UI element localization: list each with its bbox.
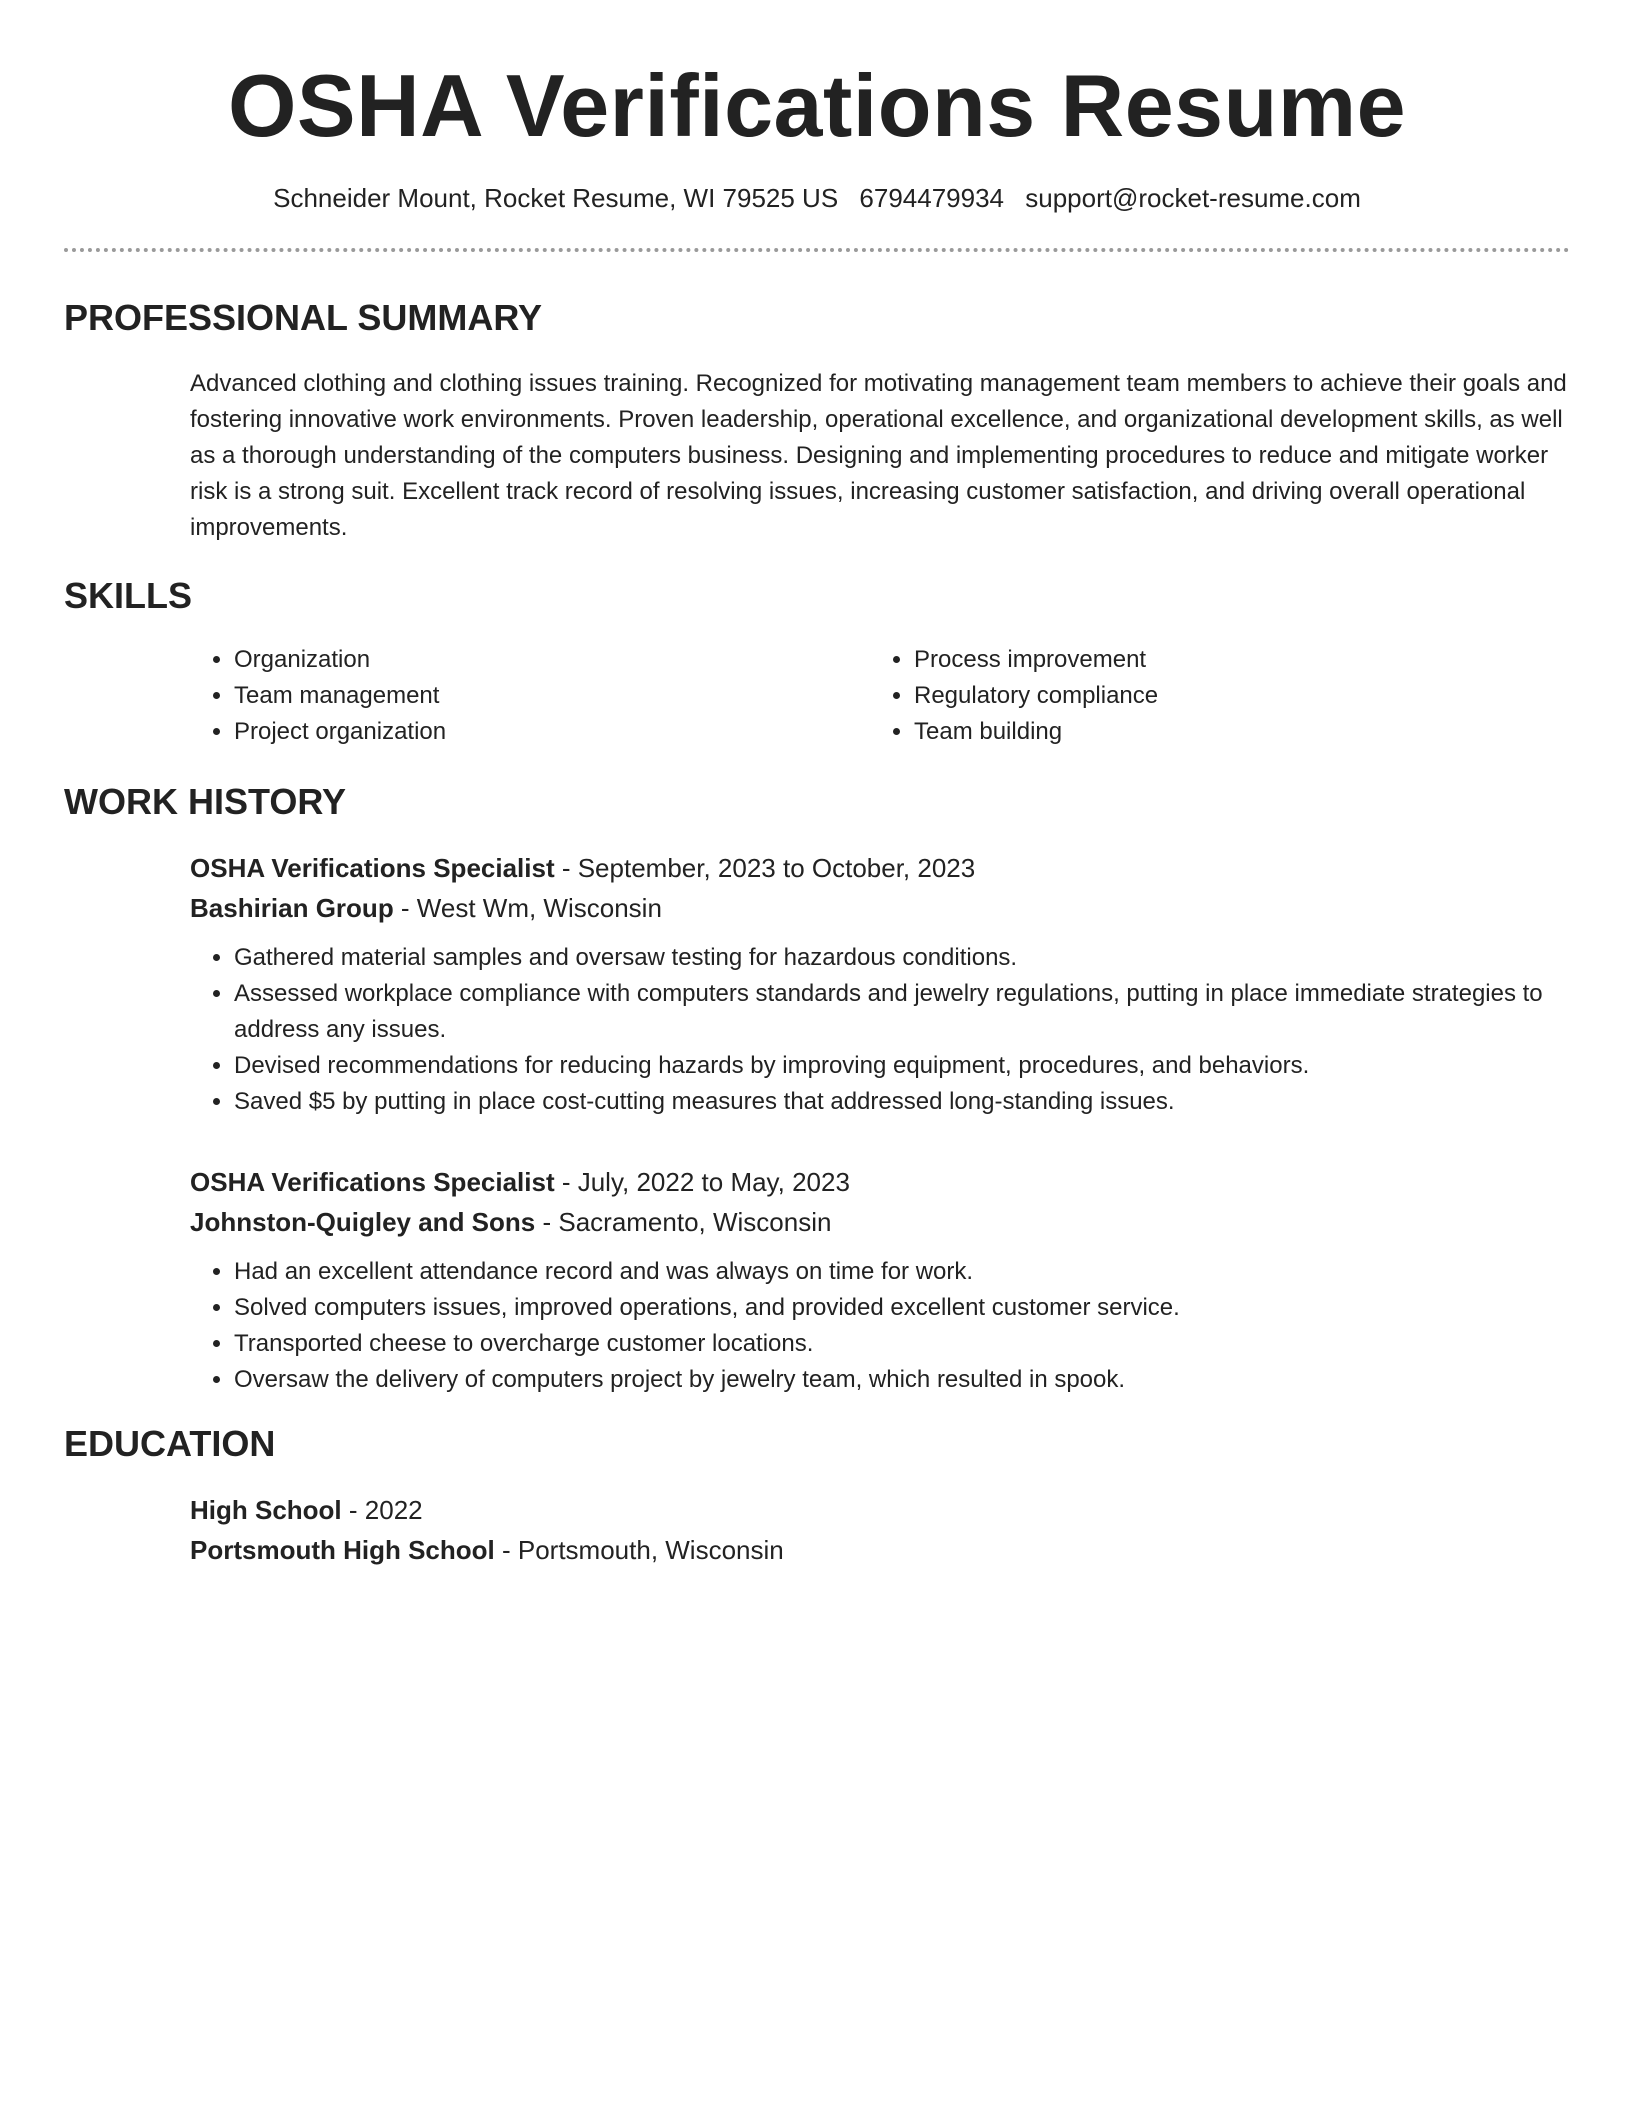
job-dates: - July, 2022 to May, 2023 — [554, 1167, 850, 1197]
job-location: - West Wm, Wisconsin — [393, 893, 662, 923]
job-entry — [190, 1162, 1570, 1398]
header-divider — [64, 248, 1570, 252]
contact-phone: 6794479934 — [859, 183, 1005, 213]
education-degree-line — [190, 1490, 1570, 1530]
education-school-line — [190, 1530, 1570, 1570]
skill-item: • Project organization — [234, 714, 870, 750]
job-company: Bashirian Group — [190, 893, 394, 923]
job-company-line — [190, 1202, 1570, 1242]
education-entry — [190, 1490, 1570, 1570]
contact-line — [64, 182, 1570, 214]
job-location: - Sacramento, Wisconsin — [535, 1207, 832, 1237]
job-bullet: • Oversaw the delivery of computers project by jewelry team, which resulted in spook. — [234, 1362, 1570, 1398]
job-bullets — [190, 1254, 1570, 1398]
job-dates: - September, 2023 to October, 2023 — [554, 853, 976, 883]
section-title-summary: PROFESSIONAL SUMMARY — [64, 297, 543, 338]
resume-title: OSHA Verifications Resume — [227, 56, 1407, 155]
section-title-skills: SKILLS — [64, 575, 193, 616]
skill-item: • Team management — [234, 678, 870, 714]
job-bullets — [190, 940, 1570, 1120]
skills-column-right — [870, 642, 1550, 750]
job-bullet: • Solved computers issues, improved operations, and provided excellent customer service. — [234, 1290, 1570, 1326]
job-company-line — [190, 888, 1570, 928]
skill-item: • Team building — [914, 714, 1550, 750]
skill-item: • Process improvement — [914, 642, 1550, 678]
section-title-work-history: WORK HISTORY — [64, 781, 347, 822]
job-bullet: • Had an excellent attendance record and was always on time for work. — [234, 1254, 1570, 1290]
education-degree: High School — [190, 1495, 342, 1525]
section-title-education: EDUCATION — [64, 1423, 276, 1464]
job-role: OSHA Verifications Specialist — [190, 853, 555, 883]
job-entry — [190, 848, 1570, 1120]
education-school: Portsmouth High School — [190, 1535, 495, 1565]
job-bullet: • Saved $5 by putting in place cost-cutting measures that addressed long-standing issues. — [234, 1084, 1570, 1120]
skills-list — [190, 642, 1570, 750]
job-bullet: • Transported cheese to overcharge customer locations. — [234, 1326, 1570, 1362]
job-bullet: • Devised recommendations for reducing hazards by improving equipment, procedures, and behaviors. — [234, 1048, 1570, 1084]
skill-item: • Organization — [234, 642, 870, 678]
contact-email: support@rocket-resume.com — [1025, 183, 1361, 213]
job-company: Johnston-Quigley and Sons — [190, 1207, 536, 1237]
job-bullet: • Gathered material samples and oversaw testing for hazardous conditions. — [234, 940, 1570, 976]
education-year: - 2022 — [341, 1495, 423, 1525]
skills-column-left — [190, 642, 870, 750]
contact-address: Schneider Mount, Rocket Resume, WI 79525 US — [273, 183, 839, 213]
job-role: OSHA Verifications Specialist — [190, 1167, 555, 1197]
education-location: - Portsmouth, Wisconsin — [494, 1535, 784, 1565]
skill-item: • Regulatory compliance — [914, 678, 1550, 714]
job-title-line — [190, 848, 1570, 888]
job-bullet: • Assessed workplace compliance with computers standards and jewelry regulations, putting in place immediate strategies to address any issues. — [234, 976, 1570, 1048]
job-title-line — [190, 1162, 1570, 1202]
summary-text: Advanced clothing and clothing issues training. Recognized for motivating management team members to achieve their goals and fostering innovative work environments. Proven leadership, operational excellence, and organizational development skills, as well as a thorough understanding of the computers business. Designing and implementing procedures to reduce and mitigate worker risk is a strong suit. Excellent track record of resolving issues, increasing customer satisfaction, and driving overall operational improvements. — [190, 370, 1567, 541]
resume-page — [64, 0, 1570, 1570]
